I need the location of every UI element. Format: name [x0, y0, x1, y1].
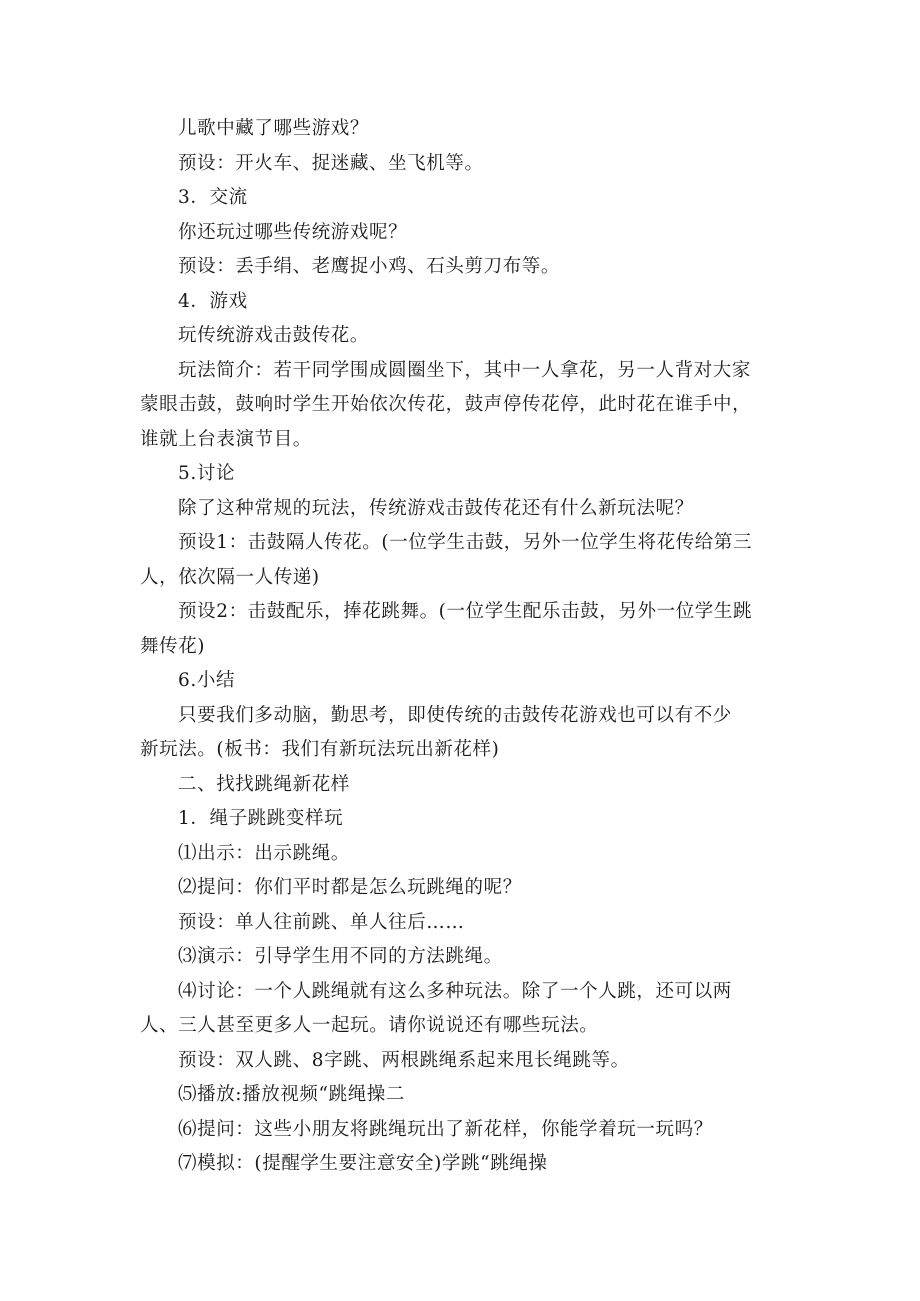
text-line: 6.小结 [178, 670, 236, 691]
text-line: 预设：丢手绢、老鹰捉小鸡、石头剪刀布等。 [178, 256, 561, 277]
text-line: 只要我们多动脑，勤思考，即使传统的击鼓传花游戏也可以有不少 [178, 704, 732, 726]
text-line: 3．交流 [178, 187, 248, 208]
text-line: 预设：开火车、捉迷藏、坐飞机等。 [178, 152, 484, 174]
text-line: ⑷讨论：一个人跳绳就有这么多种玩法。除了一个人跳，还可以两 [178, 980, 732, 1002]
text-line: 预设：单人往前跳、单人往后…… [178, 911, 465, 933]
text-line: 预设2：击鼓配乐，捧花跳舞。(一位学生配乐击鼓，另外一位学生跳 [178, 601, 753, 622]
text-line: 儿歌中藏了哪些游戏？ [178, 118, 370, 139]
text-line: 玩传统游戏击鼓传花。 [178, 325, 370, 346]
text-line: 蒙眼击鼓，鼓响时学生开始依次传花，鼓声停传花停，此时花在谁手中， [140, 394, 752, 415]
text-line: 5.讨论 [178, 463, 236, 484]
text-line: 除了这种常规的玩法，传统游戏击鼓传花还有什么新玩法呢？ [178, 497, 694, 519]
text-line: 人、三人甚至更多人一起玩。请你说说还有哪些玩法。 [140, 1015, 599, 1036]
text-line: 你还玩过哪些传统游戏呢？ [178, 221, 408, 243]
text-line: ⑺模拟：(提醒学生要注意安全)学跳“跳绳操 [178, 1153, 548, 1174]
text-line: 人，依次隔一人传递) [140, 566, 320, 588]
text-line: 预设1：击鼓隔人传花。(一位学生击鼓，另外一位学生将花传给第三 [178, 532, 753, 553]
text-line: 4．游戏 [178, 290, 248, 312]
text-line: ⑹提问：这些小朋友将跳绳玩出了新花样，你能学着玩一玩吗？ [178, 1118, 713, 1140]
text-line: 谁就上台表演节目。 [140, 428, 312, 450]
text-line: ⑵提问：你们平时都是怎么玩跳绳的呢？ [178, 877, 522, 898]
text-line: ⑸播放:播放视频“跳绳操二 [178, 1084, 405, 1105]
text-line: 二、找找跳绳新花样 [178, 773, 350, 795]
text-line: 玩法简介：若干同学围成圆圈坐下，其中一人拿花，另一人背对大家 [178, 359, 752, 381]
text-line: ⑶演示：引导学生用不同的方法跳绳。 [178, 946, 503, 967]
text-line: 预设：双人跳、8字跳、两根跳绳系起来甩长绳跳等。 [178, 1049, 630, 1071]
document-body [140, 112, 785, 1182]
text-line: 1．绳子跳跳变样玩 [178, 808, 344, 829]
text-line: 新玩法。(板书：我们有新玩法玩出新花样) [140, 739, 500, 760]
text-line: 舞传花) [140, 635, 206, 657]
text-line: ⑴出示：出示跳绳。 [178, 842, 350, 864]
